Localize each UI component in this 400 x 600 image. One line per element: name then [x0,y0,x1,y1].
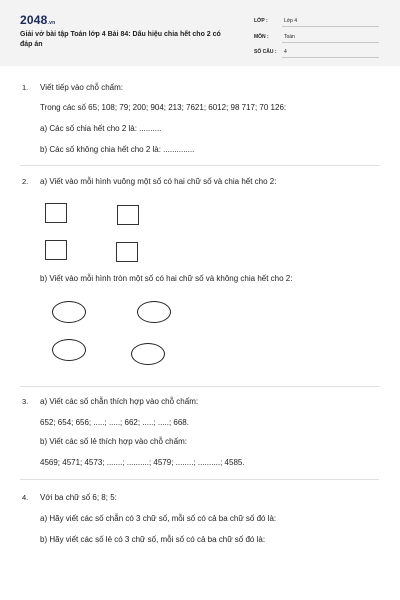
meta-grade-value: Lớp 4 [284,18,298,24]
divider [20,165,379,166]
q1-intro: Trong các số 65; 108; 79; 200; 904; 213; 7621; 6012; 98 717; 70 126: [40,103,287,112]
meta-grade-label: LỚP : [254,18,268,24]
document-title: Giải vở bài tập Toán lớp 4 Bài 84: Dấu hiệu chia hết cho 2 có đáp án [20,31,221,48]
answer-circle[interactable] [131,343,165,365]
answer-circle[interactable] [52,339,86,361]
q3-part-b: b) Viết các số lẻ thích hợp vào chỗ chấm: [40,437,187,446]
logo-suffix: .vn [47,20,56,26]
answer-circle[interactable] [52,301,86,323]
document-header [0,0,400,66]
meta-subject [254,31,379,43]
q1-number: 1. [22,83,29,92]
meta-subject-value: Toán [284,34,295,40]
meta-subject-label: MÔN : [254,34,269,40]
answer-circle[interactable] [137,301,171,323]
answer-square[interactable] [116,242,138,262]
q1-part-a: a) Các số chia hết cho 2 là: .......... [40,124,162,133]
q4-part-b: b) Hãy viết các số lẻ có 3 chữ số, mỗi số có cả ba chữ số đó là: [40,535,266,544]
q3-part-a-sequence: 652; 654; 656; .....; .....; 662; .....; .....; 668. [40,418,189,427]
site-logo[interactable] [20,13,55,27]
q3-part-a: a) Viết các số chẵn thích hợp vào chỗ chấm: [40,397,199,406]
answer-square[interactable] [45,240,67,260]
meta-count-label: SỐ CÂU : [254,49,277,55]
answer-square[interactable] [45,203,67,223]
meta-count-value: 4 [284,49,287,55]
q1-heading: Viết tiếp vào chỗ chấm: [40,83,124,92]
q4-heading: Với ba chữ số 6; 8; 5: [40,493,117,502]
answer-square[interactable] [117,205,139,225]
q1-part-b: b) Các số không chia hết cho 2 là: .............. [40,145,195,154]
q3-part-b-sequence: 4569; 4571; 4573; .......; ..........; 4579; ........; ..........; 4585. [40,458,245,467]
meta-question-count [254,46,379,58]
q3-number: 3. [22,397,29,406]
q4-number: 4. [22,493,29,502]
q4-part-a: a) Hãy viết các số chẵn có 3 chữ số, mỗi số có cả ba chữ số đó là: [40,514,277,523]
divider [20,479,379,480]
q2-number: 2. [22,177,29,186]
meta-grade [254,15,379,27]
logo-text: 2048 [20,13,48,27]
q2-part-a: a) Viết vào mỗi hình vuông một số có hai chữ số và chia hết cho 2: [40,177,277,186]
q2-part-b: b) Viết vào mỗi hình tròn một số có hai chữ số và không chia hết cho 2: [40,274,293,283]
divider [20,386,379,387]
